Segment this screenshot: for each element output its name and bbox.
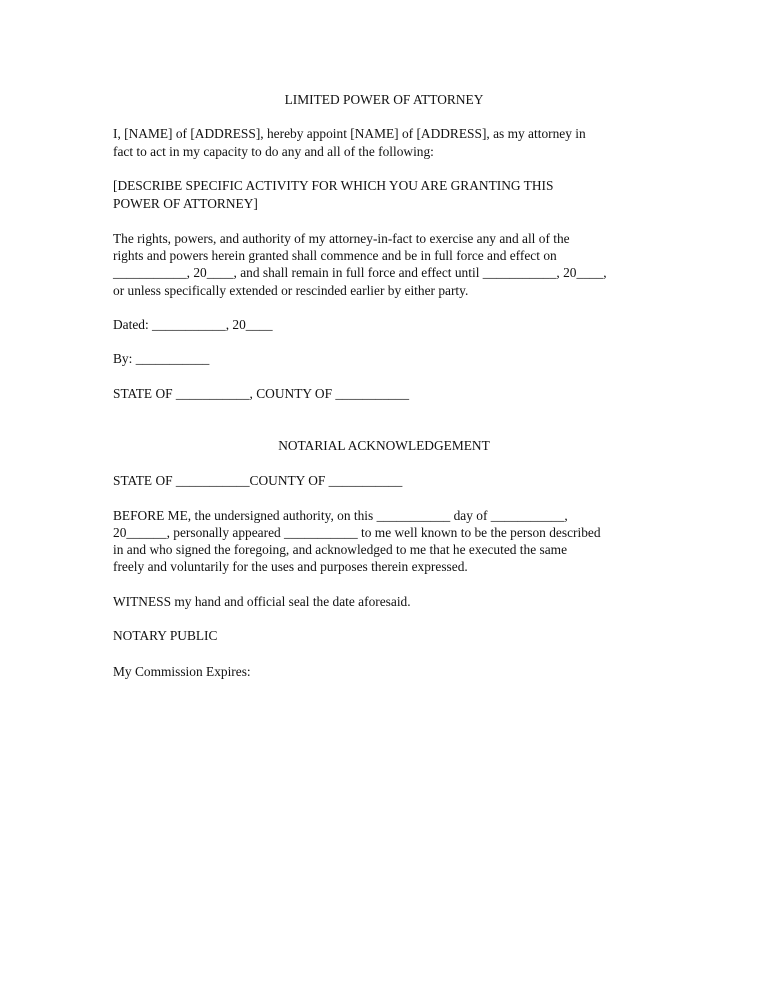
activity-line-2: POWER OF ATTORNEY]: [113, 196, 258, 211]
authority-line-1: The rights, powers, and authority of my attorney-in-fact to exercise any and all of the: [113, 231, 570, 246]
witness-line: WITNESS my hand and official seal the date aforesaid.: [113, 594, 411, 609]
authority-line-3: ___________, 20____, and shall remain in full force and effect until ___________, 20____,: [113, 265, 607, 280]
appointment-line-2: fact to act in my capacity to do any and all of the following:: [113, 144, 434, 159]
activity-line-1: [DESCRIBE SPECIFIC ACTIVITY FOR WHICH YOU ARE GRANTING THIS: [113, 178, 554, 193]
appointment-line-1: I, [NAME] of [ADDRESS], hereby appoint [NAME] of [ADDRESS], as my attorney in: [113, 126, 586, 141]
notary-public-line: NOTARY PUBLIC: [113, 628, 218, 643]
notarial-title: NOTARIAL ACKNOWLEDGEMENT: [278, 438, 490, 453]
before-me-line-4: freely and voluntarily for the uses and purposes therein expressed.: [113, 559, 468, 574]
before-me-line-2: 20______, personally appeared ___________ to me well known to be the person described: [113, 525, 601, 540]
state-county-line: STATE OF ___________, COUNTY OF ___________: [113, 386, 410, 401]
document-title: LIMITED POWER OF ATTORNEY: [284, 92, 484, 107]
authority-line-2: rights and powers herein granted shall commence and be in full force and effect on: [113, 248, 557, 263]
notarial-state-county-line: STATE OF ___________COUNTY OF ___________: [113, 473, 403, 488]
authority-line-4: or unless specifically extended or rescinded earlier by either party.: [113, 283, 469, 298]
commission-line: My Commission Expires:: [113, 664, 251, 679]
before-me-line-3: in and who signed the foregoing, and acknowledged to me that he executed the same: [113, 542, 568, 557]
by-line: By: ___________: [113, 351, 210, 366]
dated-line: Dated: ___________, 20____: [113, 317, 273, 332]
before-me-line-1: BEFORE ME, the undersigned authority, on this ___________ day of ___________,: [113, 508, 568, 523]
